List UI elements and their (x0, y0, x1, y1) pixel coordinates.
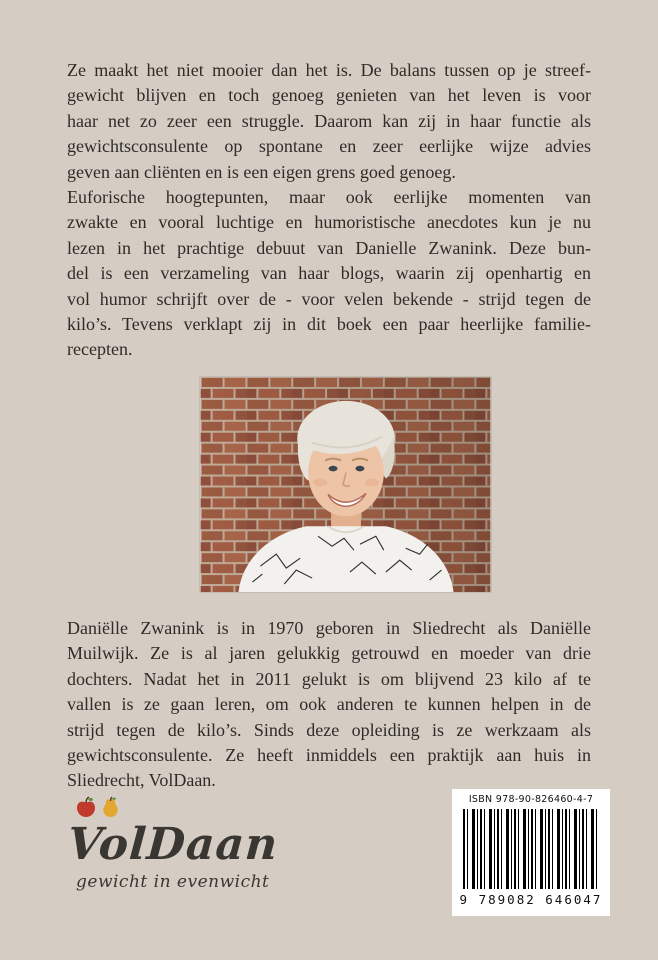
apple-icon (76, 796, 96, 818)
text-line: Daniëlle Zwanink is in 1970 geboren in Sliedrecht als Daniëlle (67, 618, 591, 638)
logo-fruits (76, 796, 306, 820)
bio-paragraph (67, 616, 591, 794)
text-line: dochters. Nadat het in 2011 gelukt is om blijvend 23 kilo af te (67, 668, 591, 689)
author-photo-illustration (200, 377, 491, 592)
text-line: strijd tegen de kilo’s. Sinds deze opleiding is ze werkzaam als (67, 719, 591, 740)
text-line: Sliedrecht, VolDaan. (67, 770, 216, 791)
pear-icon (102, 796, 119, 818)
barcode (452, 789, 610, 916)
text-line: del is een verzameling van haar blogs, waarin zij openhartig en (67, 263, 591, 284)
text-line: Muilwijk. Ze is al jaren gelukkig getrouwd en moeder van drie (67, 643, 591, 664)
bio-text (67, 616, 591, 794)
text-line: gewicht blijven en toch genoeg genieten van het leven is voor (67, 85, 591, 106)
text-line: Ze maakt het niet mooier dan het is. De balans tussen op je streef- (67, 60, 591, 80)
text-line: kilo’s. Tevens verklapt zij in dit boek een paar heerlijke familie- (67, 314, 591, 335)
text-line: zwakte en vooral luchtige en humoristische anecdotes kun je nu (67, 212, 591, 233)
logo-tagline: gewicht in evenwicht (76, 872, 270, 892)
isbn-label: ISBN 978-90-826460-4-7 (468, 794, 594, 805)
logo-wordmark: VolDaan (66, 819, 280, 870)
intro-paragraph-2 (67, 185, 591, 363)
text-line: Euforische hoogtepunten, maar ook eerlijke momenten van (67, 187, 591, 208)
intro-paragraph-1 (67, 58, 591, 185)
text-line: vallen is ze gaan leren, om ook anderen te kunnen helpen in de (67, 694, 591, 715)
text-line: haar net zo zeer een struggle. Daarom kan zij in haar functie als (67, 110, 591, 131)
text-line: lezen in het prachtige debuut van Danielle Zwanink. Deze bun- (67, 237, 591, 258)
barcode-bars (463, 809, 599, 889)
text-line: recepten. (67, 339, 133, 360)
text-line: geven aan cliënten en is een eigen grens goed genoeg. (67, 161, 456, 182)
text-line: gewichtsconsulente op spontane en zeer eerlijke wijze advies (67, 136, 591, 157)
author-photo (200, 377, 491, 592)
intro-text (67, 58, 591, 363)
text-line: vol humor schrijft over de - voor velen bekende - strijd tegen de (67, 288, 591, 309)
barcode-number: 9 789082 646047 (452, 892, 610, 907)
voldaan-logo (66, 796, 306, 892)
text-line: gewichtsconsulente. Ze heeft inmiddels een praktijk aan huis in (67, 745, 591, 766)
